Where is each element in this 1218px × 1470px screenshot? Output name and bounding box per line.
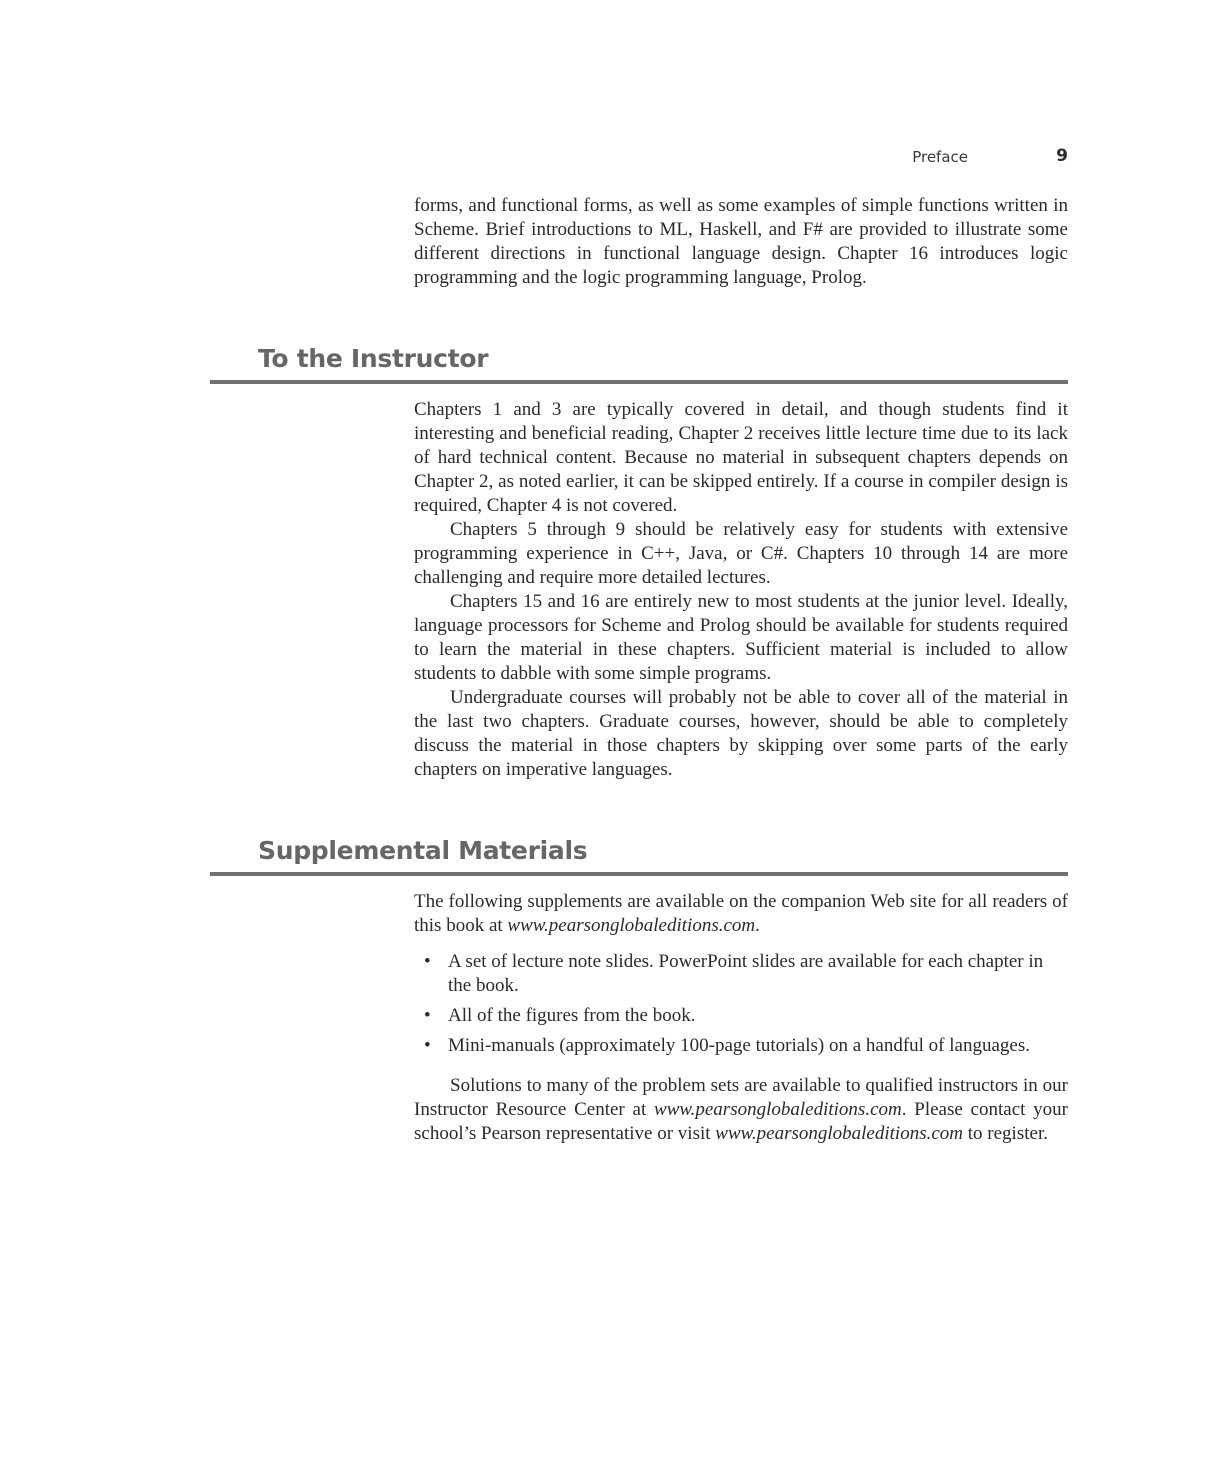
list-item — [414, 1034, 1068, 1058]
website-link[interactable]: www.pearsonglobaleditions.com — [654, 1099, 902, 1120]
bullet-icon: • — [424, 1005, 431, 1026]
instructor-body — [414, 398, 1068, 782]
list-item-text: All of the figures from the book. — [448, 1005, 696, 1026]
instructor-paragraph-3: Chapters 15 and 16 are entirely new to most students at the junior level. Ideally, language processors for Scheme and Prolog should be available for students required to learn the material in these chapters. Sufficient material is included to allow students to dabble with some simple programs. — [414, 591, 1068, 684]
supplemental-intro — [414, 890, 1068, 938]
bullet-icon: • — [424, 1035, 431, 1056]
instructor-paragraph-2: Chapters 5 through 9 should be relatively easy for students with extensive programming experience in C++, Java, or C#. Chapters 10 through 14 are more challenging and require more detailed lectures. — [414, 519, 1068, 588]
supplements-list — [414, 950, 1068, 1058]
period: . — [755, 915, 760, 936]
supplemental-closing — [414, 1074, 1068, 1146]
heading-rule — [210, 872, 1068, 876]
list-item — [414, 950, 1068, 998]
intro-paragraph-block — [414, 194, 1068, 290]
website-link[interactable]: www.pearsonglobaleditions.com — [507, 915, 756, 936]
closing-text-2: . Please contact your school’s Pearson representative or visit — [414, 1099, 1069, 1144]
list-item-text: A set of lecture note slides. PowerPoint slides are available for each chapter in the book. — [448, 951, 1044, 996]
instructor-paragraph-4: Undergraduate courses will probably not be able to cover all of the material in the last two chapters. Graduate courses, however, should be able to completely discuss the material in those chapters by skipping over some parts of the early chapters on imperative languages. — [414, 687, 1068, 780]
running-head — [700, 146, 1068, 170]
supplemental-intro-text: The following supplements are available on the companion Web site for all readers of this book at — [414, 891, 1068, 936]
supplemental-body — [414, 890, 1068, 1146]
list-item-text: Mini-manuals (approximately 100-page tutorials) on a handful of languages. — [448, 1035, 1030, 1056]
website-link[interactable]: www.pearsonglobaleditions.com — [715, 1123, 964, 1144]
closing-text-3: to register. — [967, 1123, 1048, 1144]
intro-paragraph: forms, and functional forms, as well as some examples of simple functions written in Scheme. Brief introductions to ML, Haskell, and F# are provided to illustrate some different directions in functional language design. Chapter 16 introduces logic programming and the logic programming language, Prolog. — [414, 195, 1068, 288]
instructor-paragraph-1: Chapters 1 and 3 are typically covered in detail, and though students find it interesting and beneficial reading, Chapter 2 receives little lecture time due to its lack of hard technical content. Because no material in subsequent chapters depends on Chapter 2, as noted earlier, it can be skipped entirely. If a course in compiler design is required, Chapter 4 is not covered. — [414, 399, 1068, 516]
page-number: 9 — [1056, 146, 1068, 166]
section-heading-instructor — [210, 342, 1068, 384]
running-head-section: Preface — [912, 148, 968, 166]
bullet-icon: • — [424, 951, 431, 972]
heading-rule — [210, 380, 1068, 384]
list-item — [414, 1004, 1068, 1028]
heading-text: To the Instructor — [258, 344, 489, 373]
closing-text-1: Solutions to many of the problem sets are available to qualified instructors in our Instructor Resource Center at — [414, 1075, 1068, 1120]
section-heading-supplemental — [210, 834, 1068, 876]
heading-text: Supplemental Materials — [258, 836, 588, 865]
